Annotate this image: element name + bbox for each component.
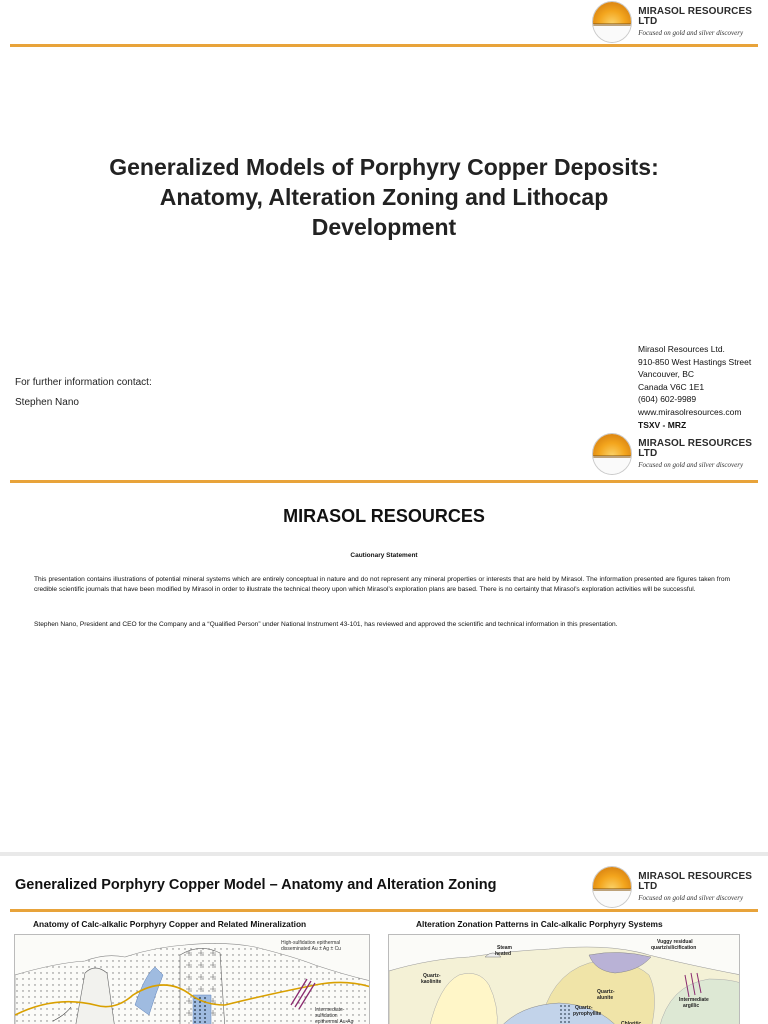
logo-tagline: Focused on gold and silver discovery (638, 894, 744, 902)
slide-cautionary (0, 478, 768, 852)
logo-emblem-icon (592, 866, 632, 908)
label-steam-heated: Steam (497, 945, 513, 951)
logo-emblem-icon (592, 1, 632, 43)
logo-tagline: Focused on gold and silver discovery (638, 29, 744, 37)
anatomy-diagram-svg (15, 935, 370, 1024)
slide-heading: MIRASOL RESOURCES (283, 506, 485, 526)
label-vuggy-quartz: quartz/silicification (651, 945, 697, 951)
address-line: 910-850 West Hastings Street (638, 356, 752, 367)
logo-emblem-icon (592, 433, 632, 475)
label-vuggy-quartz: Vuggy residual (657, 939, 693, 945)
company-logo (592, 1, 768, 43)
label-high-sulfidation: disseminated Au ± Ag ± Cu (281, 946, 341, 952)
slide-title (0, 0, 768, 478)
contact-block (15, 373, 152, 413)
label-quartz-alunite: alunite (597, 995, 614, 1001)
label-intermediate-sulfidation: sulfidation (315, 1013, 338, 1019)
stock-ticker: TSXV - MRZ (638, 419, 687, 430)
label-high-sulfidation: High-sulfidation epithermal (281, 940, 341, 946)
right-figure-caption: Alteration Zonation Patterns in Calc-alkalic Porphyry Systems (416, 919, 663, 929)
address-phone: (604) 602-9989 (638, 394, 697, 405)
label-quartz-kaolinite: kaolinite (421, 979, 442, 985)
left-figure-caption: Anatomy of Calc-alkalic Porphyry Copper and Related Mineralization (33, 919, 307, 929)
alteration-diagram (388, 934, 740, 1024)
contact-name: Stephen Nano (15, 397, 79, 408)
company-address (638, 343, 751, 431)
title-line: Generalized Models of Porphyry Copper Deposits: (109, 154, 659, 180)
logo-company-name: MIRASOL RESOURCES LTD (638, 6, 753, 27)
logo-company-name: MIRASOL RESOURCES LTD (638, 871, 753, 892)
company-logo-footer (592, 433, 768, 475)
label-intermediate-sulfidation: epithermal Au-Ag (315, 1019, 354, 1024)
cautionary-heading: Cautionary Statement (350, 552, 418, 559)
alteration-diagram-svg (389, 935, 740, 1024)
address-line: Mirasol Resources Ltd. (638, 344, 725, 354)
anatomy-diagram (14, 934, 370, 1024)
label-intermediate-sulfidation: Intermediate- (315, 1007, 345, 1013)
logo-company-name: MIRASOL RESOURCES LTD (638, 438, 753, 459)
contact-label: For further information contact: (15, 377, 152, 388)
label-intermediate-argillic: Intermediate (679, 997, 709, 1003)
label-quartz-alunite: Quartz- (597, 989, 615, 995)
company-logo (592, 866, 768, 908)
cautionary-paragraph: This presentation contains illustrations of potential mineral systems which are entirely conceptual in nature and do not represent any mineral properties or interests that are held by Mirasol. The information presented are figures taken from credible scientific journals that have been modified by Mirasol in order to illustrate the technical theory upon which Mirasol’s exploration plans are based. There is no certainty that Mirasol’s exploration activities will be successful. (34, 576, 730, 593)
address-line: Canada V6C 1E1 (638, 381, 705, 392)
label-quartz-pyrophyllite: pyrophyllite (573, 1011, 602, 1017)
header-rule (10, 44, 758, 47)
qualified-person-paragraph: Stephen Nano, President and CEO for the Company and a “Qualified Person” under National Instrument 43-101, has reviewed and approved the scientific and technical information in this presentation. (34, 621, 618, 628)
label-quartz-kaolinite: Quartz- (423, 973, 441, 979)
title-line: Anatomy, Alteration Zoning and Lithocap (159, 184, 609, 210)
label-quartz-pyrophyllite: Quartz- (575, 1005, 593, 1011)
logo-tagline: Focused on gold and silver discovery (638, 461, 744, 469)
label-steam-heated: heated (495, 951, 512, 957)
header-rule (10, 480, 758, 483)
title-line: Development (311, 214, 457, 240)
presentation-title (60, 152, 708, 242)
slide-heading: Generalized Porphyry Copper Model – Anatomy and Alteration Zoning (15, 877, 497, 893)
address-line: Vancouver, BC (638, 369, 695, 380)
label-intermediate-argillic: argillic (683, 1003, 700, 1009)
slide-porphyry-model (0, 856, 768, 1024)
label-chloritic: Chloritic (621, 1021, 642, 1024)
address-website[interactable]: www.mirasolresources.com (638, 406, 742, 417)
header-rule (10, 909, 758, 912)
